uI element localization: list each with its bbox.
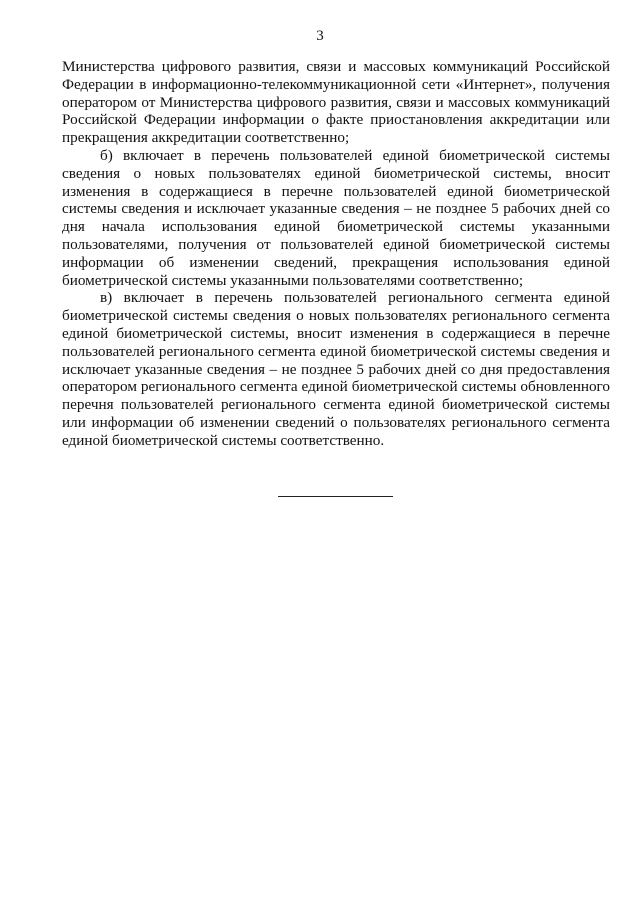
page-number: 3	[316, 28, 324, 44]
document-body	[62, 58, 610, 450]
paragraph-continuation: Министерства цифрового развития, связи и массовых коммуникаций Российской Федерации в информационно-телекоммуникационной сети «Интернет», получения оператором от Министерства цифрового развития, связи и массовых коммуникаций Российской Федерации информации о факте приостановления аккредитации или прекращения аккредитации соответственно;	[62, 58, 610, 147]
closing-divider	[278, 496, 393, 497]
paragraph-item-b: б) включает в перечень пользователей единой биометрической системы сведения о новых пользователях единой биометрической системы, вносит изменения в содержащиеся в перечне пользователей единой биометрической системы сведения и исключает указанные сведения – не позднее 5 рабочих дней со дня начала использования единой биометрической системы указанными пользователями, получения от пользователей единой биометрической системы информации об изменении сведений, прекращения использования единой биометрической системы указанными пользователями соответственно;	[62, 146, 610, 289]
paragraph-item-v: в) включает в перечень пользователей регионального сегмента единой биометрической системы сведения о новых пользователях регионального сегмента единой биометрической системы, вносит изменения в содержащиеся в перечне пользователей регионального сегмента единой биометрической системы сведения и исключает указанные сведения – не позднее 5 рабочих дней со дня предоставления оператором регионального сегмента единой биометрической системы обновленного перечня пользователей регионального сегмента единой биометрической системы или информации об изменении сведений о пользователях регионального сегмента единой биометрической системы соответственно.	[62, 289, 610, 449]
